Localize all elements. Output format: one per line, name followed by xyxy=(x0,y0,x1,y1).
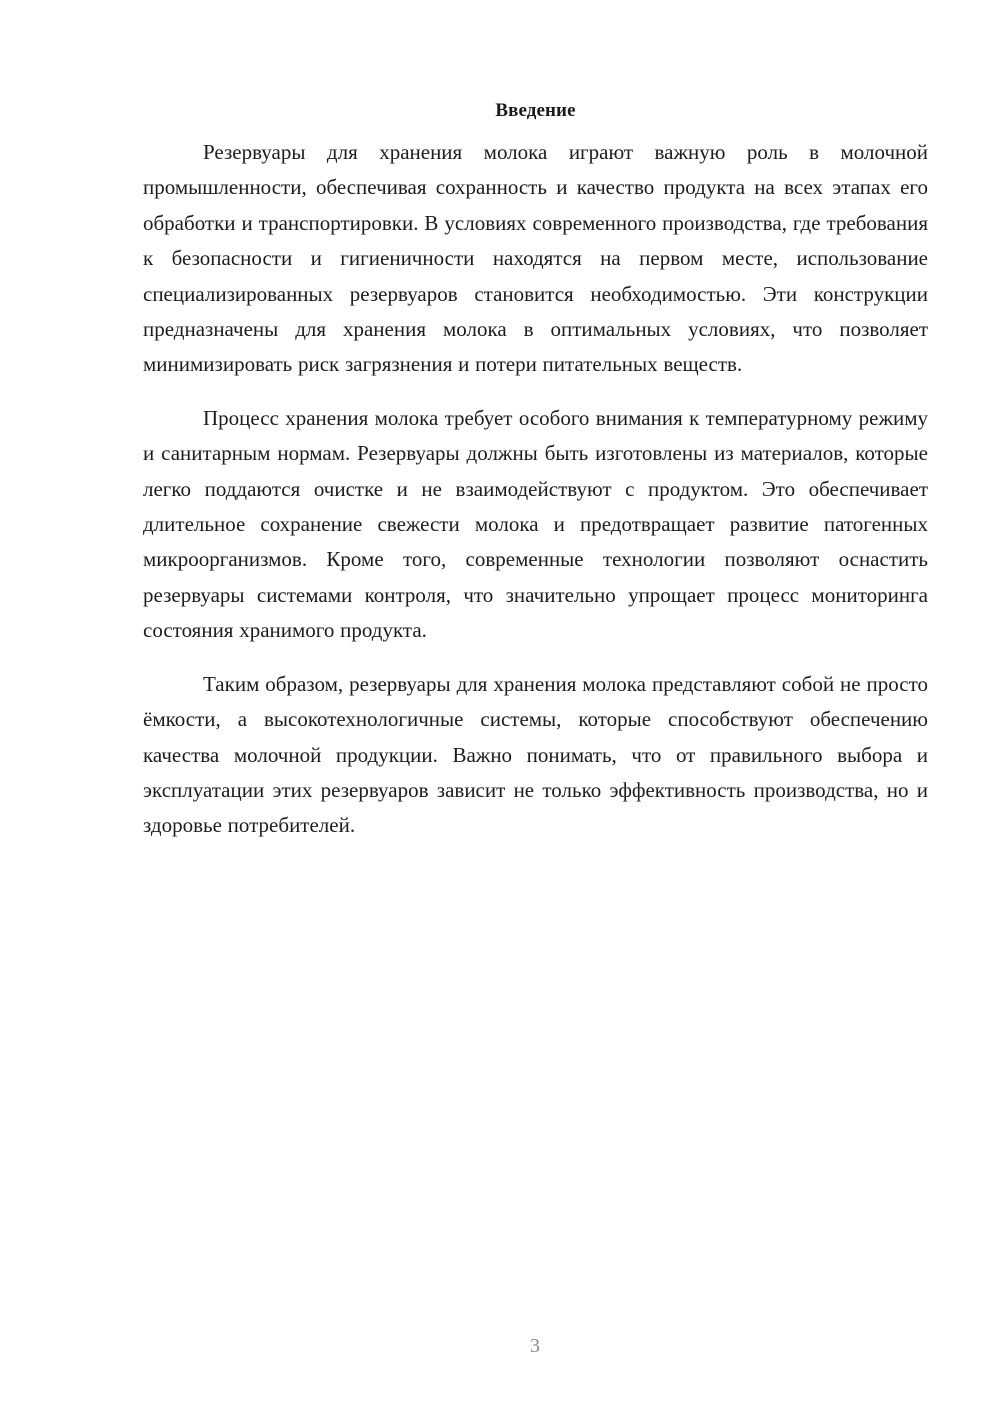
paragraph-1: Резервуары для хранения молока играют важную роль в молочной промышленности, обеспечивая сохранность и качество продукта на всех этапах его обработки и транспортировки. В условиях современного производства, где требования к безопасности и гигиеничности находятся на первом месте, использование специализированных резервуаров становится необходимостью. Эти конструкции предназначены для хранения молока в оптимальных условиях, что позволяет минимизировать риск загрязнения и потери питательных веществ. xyxy=(143,140,928,377)
paragraph-2: Процесс хранения молока требует особого внимания к температурному режиму и санитарным нормам. Резервуары должны быть изготовлены из материалов, которые легко поддаются очистке и не взаимодействуют с продуктом. Это обеспечивает длительное сохранение свежести молока и предотвращает развитие патогенных микроорганизмов. Кроме того, современные технологии позволяют оснастить резервуары системами контроля, что значительно упрощает процесс мониторинга состояния хранимого продукта. xyxy=(143,405,928,643)
page-number: 3 xyxy=(530,1335,540,1357)
page-content xyxy=(143,98,928,844)
paragraph-3: Таким образом, резервуары для хранения молока представляют собой не просто ёмкости, а высокотехнологичные системы, которые способствуют обеспечению качества молочной продукции. Важно понимать, что от правильного выбора и эксплуатации этих резервуаров зависит не только эффективность производства, но и здоровье потребителей. xyxy=(143,671,928,838)
section-heading: Введение xyxy=(495,100,576,121)
